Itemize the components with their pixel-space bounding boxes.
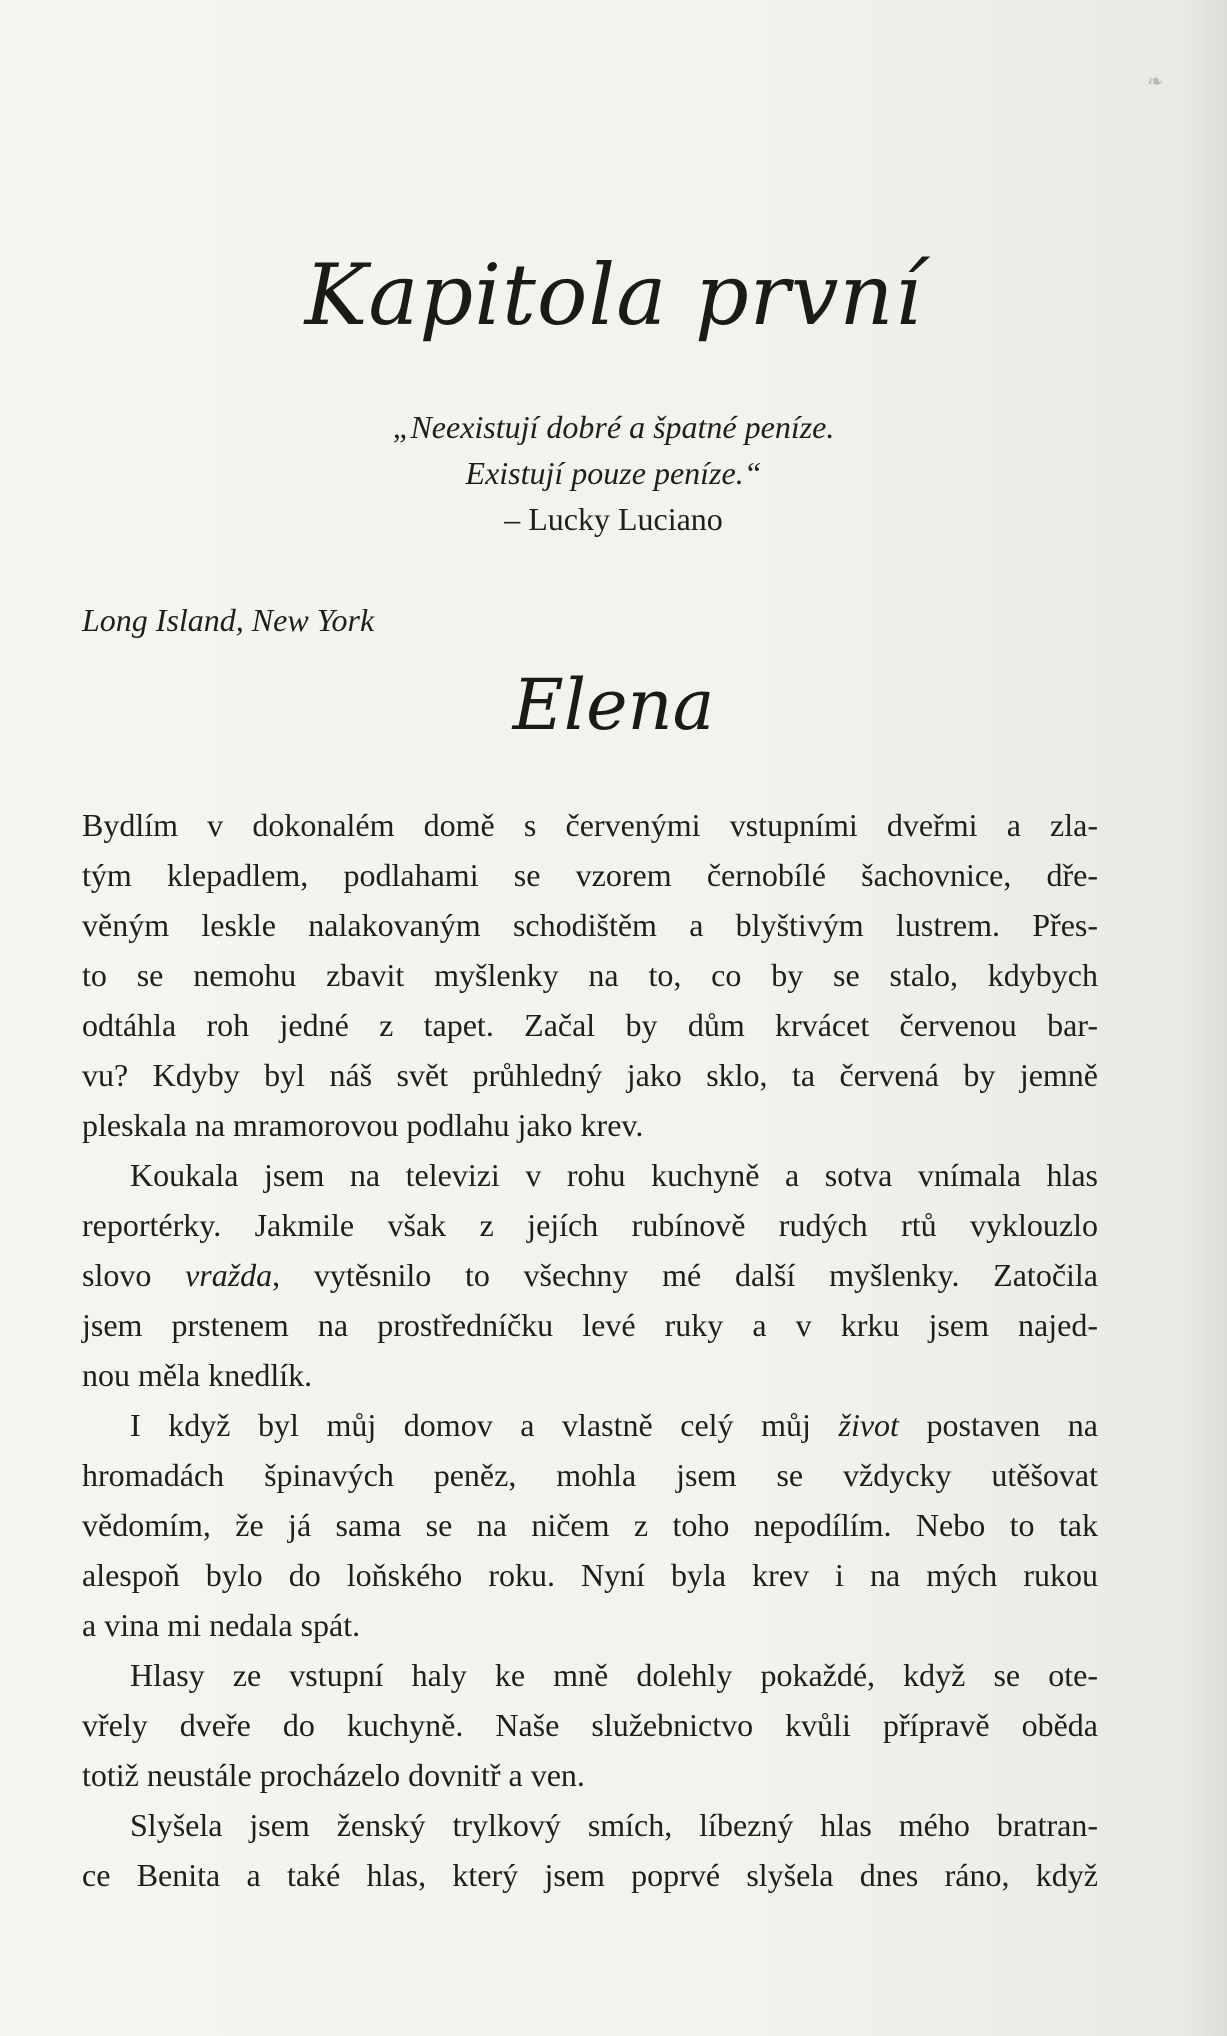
text-run: postaven na [898,1407,1099,1443]
epigraph-author: – Lucky Luciano [504,501,723,537]
paragraph-1 [82,800,1098,1150]
text-line: pleskala na mramorovou podlahu jako krev. [82,1107,644,1143]
text-line: vědomím, že já sama se na ničem z toho nepodílím. Nebo to tak [82,1507,1098,1543]
text-line-with-emphasis [82,1250,1098,1300]
text-line: jsem prstenem na prostředníčku levé ruky a v krku jsem najed- [82,1307,1098,1343]
text-line: Slyšela jsem ženský trylkový smích, líbezný hlas mého bratran- [130,1807,1098,1843]
text-line: Koukala jsem na televizi v rohu kuchyně a sotva vnímala hlas [130,1157,1098,1193]
text-line: tým klepadlem, podlahami se vzorem černobílé šachovnice, dře- [82,857,1098,893]
text-run: I když byl můj domov a vlastně celý můj [130,1407,839,1443]
paragraph-4 [82,1650,1098,1800]
text-line: a vina mi nedala spát. [82,1607,361,1643]
text-line: ce Benita a také hlas, který jsem poprvé slyšela dnes ráno, když [82,1857,1098,1893]
chapter-title: Kapitola první [304,246,923,344]
text-line: Bydlím v dokonalém domě s červenými vstupními dveřmi a zla- [82,807,1098,843]
emphasis-word: vražda [185,1257,273,1293]
paragraph-2 [82,1150,1098,1400]
text-line: Hlasy ze vstupní haly ke mně dolehly pokaždé, když se ote- [130,1657,1098,1693]
place-heading: Long Island, New York [82,602,375,638]
epigraph [0,404,1227,542]
text-line: věným leskle nalakovaným schodištěm a blyštivým lustrem. Přes- [82,907,1098,943]
body-text [82,800,1098,1900]
text-line: odtáhla roh jedné z tapet. Začal by dům krvácet červenou bar- [82,1007,1098,1043]
text-run: slovo [82,1257,186,1293]
text-line: vu? Kdyby byl náš svět průhledný jako sklo, ta červená by jemně [82,1057,1098,1093]
text-line: hromadách špinavých peněz, mohla jsem se vždycky utěšovat [82,1457,1098,1493]
text-line: totiž neustále procházelo dovnitř a ven. [82,1757,585,1793]
text-line: vřely dveře do kuchyně. Naše služebnictvo kvůli přípravě oběda [82,1707,1098,1743]
pov-character-name: Elena [512,664,715,746]
paragraph-3 [82,1400,1098,1650]
emphasis-word: život [838,1407,899,1443]
text-line: to se nemohu zbavit myšlenky na to, co by se stalo, kdybych [82,957,1098,993]
paragraph-5 [82,1800,1098,1900]
text-line: reportérky. Jakmile však z jejích rubínově rudých rtů vyklouzlo [82,1207,1098,1243]
epigraph-line-2: Existují pouze peníze.“ [465,455,762,491]
ornament-icon: ❧ [1147,69,1164,93]
epigraph-line-1: „Neexistují dobré a špatné peníze. [392,409,835,445]
text-line: nou měla knedlík. [82,1357,313,1393]
text-line: alespoň bylo do loňského roku. Nyní byla krev i na mých rukou [82,1557,1098,1593]
text-run: , vytěsnilo to všechny mé další myšlenky. Zatočila [272,1257,1098,1293]
text-line-with-emphasis [82,1400,1098,1450]
